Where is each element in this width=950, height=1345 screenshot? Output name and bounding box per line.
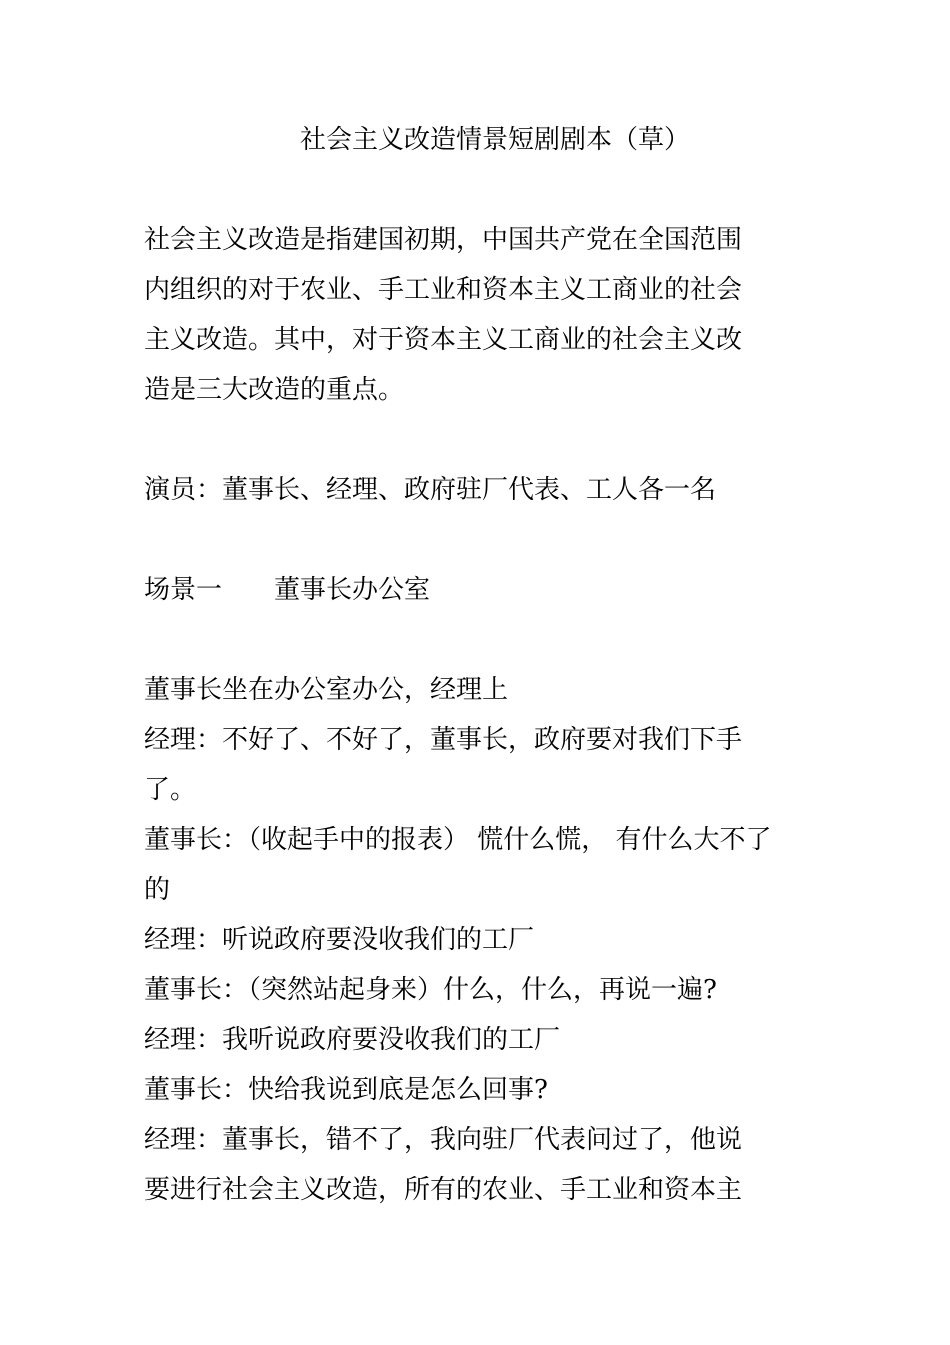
dialogue-line: 董事长：（突然站起身来）什么，什么，再说一遍?	[144, 975, 717, 1005]
intro-line: 社会主义改造是指建国初期，中国共产党在全国范围	[144, 225, 743, 255]
dialogue-line: 经理：董事长，错不了，我向驻厂代表问过了，他说	[144, 1125, 743, 1155]
scene-heading-line	[144, 565, 784, 615]
dialogue-line: 要进行社会主义改造，所有的农业、手工业和资本主	[144, 1175, 743, 1205]
intro-line: 内组织的对于农业、手工业和资本主义工商业的社会	[144, 275, 743, 305]
scene-location: 董事长办公室	[274, 575, 431, 605]
dialogue-section	[144, 665, 784, 1215]
stage-direction: 董事长坐在办公室办公，经理上	[144, 675, 509, 705]
dialogue-line: 了。	[144, 775, 197, 805]
intro-paragraph	[144, 215, 784, 415]
dialogue-line: 董事长：快给我说到底是怎么回事?	[144, 1075, 548, 1105]
dialogue-line: 经理：我听说政府要没收我们的工厂	[144, 1025, 561, 1055]
dialogue-line: 经理：听说政府要没收我们的工厂	[144, 925, 535, 955]
document-title: 社会主义改造情景短剧剧本（草）	[299, 125, 690, 155]
dialogue-line: 经理：不好了、不好了，董事长，政府要对我们下手	[144, 725, 743, 755]
intro-line: 造是三大改造的重点。	[144, 375, 405, 405]
dialogue-line: 的	[144, 875, 171, 905]
scene-number: 场景一	[144, 575, 223, 605]
scene-heading	[144, 565, 784, 615]
cast-list	[144, 465, 784, 515]
dialogue-line: 董事长：（收起手中的报表） 慌什么慌， 有什么大不了	[144, 825, 772, 855]
intro-line: 主义改造。其中，对于资本主义工商业的社会主义改	[144, 325, 743, 355]
cast-line: 演员：董事长、经理、政府驻厂代表、工人各一名	[144, 475, 717, 505]
